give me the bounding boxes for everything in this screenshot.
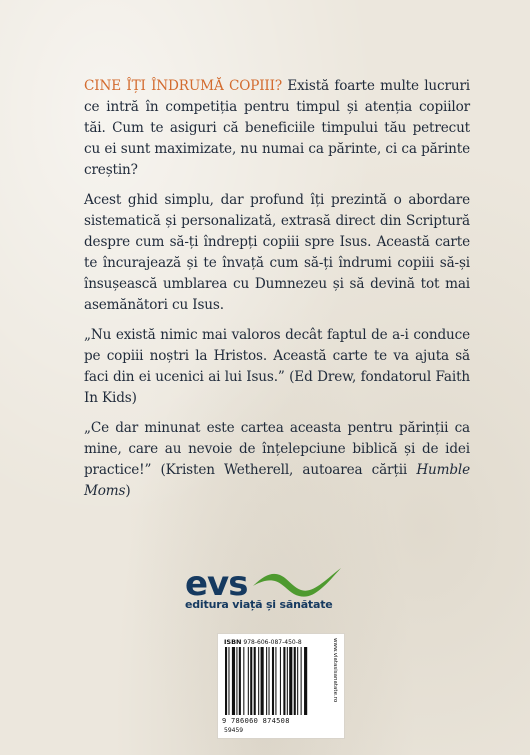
quote-kristen-wetherell [84,418,470,502]
barcode-bar [289,647,292,715]
lead-heading: CINE ÎȚI ÎNDRUMĂ COPIII? [84,78,283,94]
isbn-number: 978-606-087-450-8 [243,639,302,646]
barcode-bar [275,647,276,715]
barcode-bars-icon [224,647,324,717]
back-cover-text [84,76,470,511]
barcode-bar [287,647,288,715]
barcode-bar [225,647,227,715]
website-vertical: www.viatasisanatate.ro [332,638,338,703]
quote-ed-drew: „Nu există nimic mai valoros decât faptul de a-i conduce pe copiii noștri la Hristos. Această carte te va ajuta să faci din ei ucenici ai lui Isus.” (Ed Drew, fondatorul Faith In Kids) [84,327,470,406]
publisher-name: editura viață și sănătate [185,598,333,611]
barcode-bar [239,647,241,715]
barcode-bar [269,647,270,715]
green-swoosh-icon [253,568,341,597]
barcode-bar [248,647,249,715]
barcode-bar [232,647,235,715]
quote-end: ) [125,483,131,499]
product-code: 59459 [224,727,244,734]
barcode-digits: 9 786060 874508 [222,717,290,725]
barcode-bar [297,647,298,715]
barcode-bar [283,647,285,715]
barcode-bar [266,647,267,715]
barcode-bar [236,647,237,715]
barcode-bar [250,647,252,715]
barcode-bar [301,647,302,715]
quote-text: „Ce dar minunat este cartea aceasta pentru părinții ca mine, care au nevoie de înțelepciune biblică și de idei practice!” (Kristen Wetherell, autoarea cărții [84,420,470,478]
barcode-bar [258,647,259,715]
isbn-barcode [217,633,345,739]
book-title: Humble Moms [84,462,471,499]
barcode-bar [228,647,229,715]
barcode-bar [280,647,281,715]
paragraph-intro [84,76,470,181]
isbn-line: ISBN 978-606-087-450-8 [224,638,302,646]
barcode-bar [261,647,264,715]
intro-text: Există foarte multe lucruri ce intră în competiția pentru timpul și atenția copiilor tăi. Cum te asiguri că beneficiile timpului tău petrecut cu ei sunt maximizate, nu numai ca părinte, ci ca părinte creștin? [84,78,470,178]
publisher-logo [175,564,355,620]
logo-text: evs [185,564,248,604]
barcode-bar [243,647,244,715]
barcode-bar [254,647,256,715]
paragraph-description: Acest ghid simplu, dar profund îți prezintă o abordare sistematică și personalizată, extrasă direct din Scriptură despre cum să-ți îndrepți copiii spre Isus. Această carte te încurajează și te învață cum să-ți îndrumi copiii să-și însușească umblarea cu Dumnezeu și să devină tot mai asemănători cu Isus. [84,192,470,313]
barcode-bar [304,647,307,715]
barcode-bar [272,647,274,715]
barcode-bar [294,647,296,715]
